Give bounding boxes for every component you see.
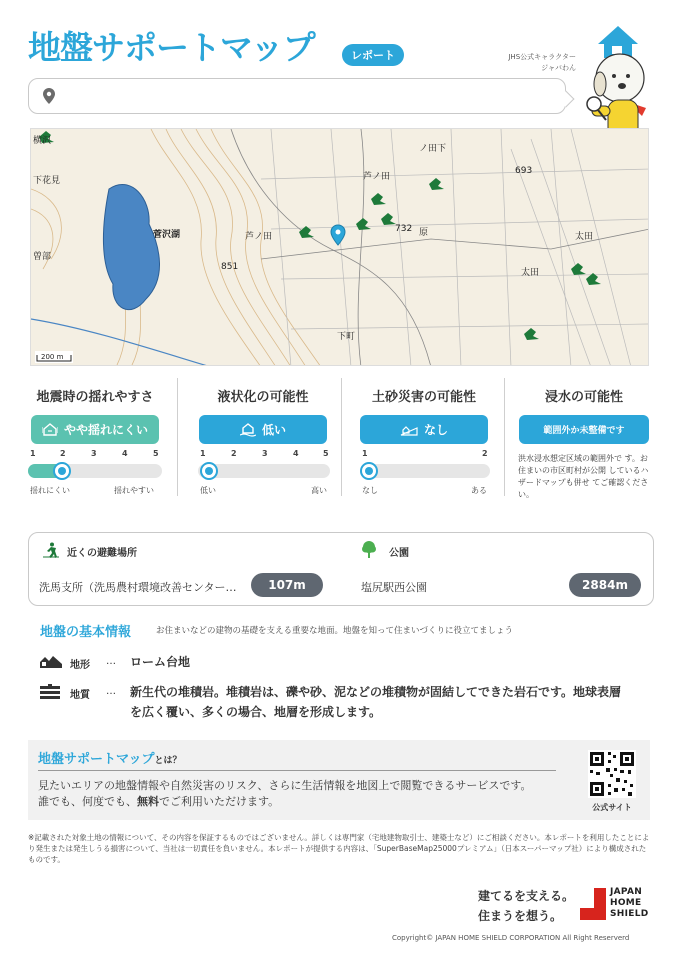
map-label-a4: 太田 — [575, 232, 594, 242]
about-box — [28, 740, 650, 820]
map-label-a1: 芦ノ田 — [363, 172, 391, 182]
flood-title: 浸水の可能性 — [544, 390, 623, 405]
report-badge: レポート — [342, 44, 404, 66]
quake-tick-5: 5 — [153, 449, 159, 458]
terrain-dots: … — [106, 656, 116, 667]
liquefaction-result-badge — [199, 415, 327, 444]
liquefaction-result: 低い — [261, 423, 286, 437]
ground-info-title: 地盤の基本情報 — [40, 625, 132, 640]
landslide-metric — [358, 378, 490, 500]
about-text-2c: でご利用いただけます。 — [159, 795, 280, 808]
shelter-name[interactable]: 洗馬支所（洗馬農村環境改善センター… — [39, 581, 237, 594]
landslide-title: 土砂災害の可能性 — [371, 390, 476, 405]
shelter-distance: 107m — [251, 573, 323, 597]
metric-divider-2 — [341, 378, 342, 496]
map-label-a10: ノ田下 — [419, 144, 447, 154]
topographic-map — [31, 129, 649, 366]
slogan-line1: 建てるを支える。 — [478, 889, 575, 903]
landslide-result-badge — [360, 415, 488, 444]
flood-result: 範囲外か未整備です — [543, 426, 625, 436]
quake-tick-1: 1 — [30, 449, 36, 458]
liquefaction-title: 液状化の可能性 — [217, 390, 309, 405]
map-label-a3: 原 — [419, 228, 429, 238]
map-label-elev1: 851 — [221, 262, 239, 272]
ground-info-desc: お住まいなどの建物の基礎を支える重要な地面。地盤を知って住まいづくりに役立てましょう — [156, 626, 514, 636]
map-label-a8: 下花見 — [33, 176, 61, 186]
liquefaction-high-label: 高い — [311, 486, 327, 495]
flood-note: 洪水浸水想定区域の範囲外で す。お住まいの市区町村が公開 しているハザードマップも併せ てご確認ください。 — [518, 454, 649, 499]
house-shake-icon — [42, 423, 58, 436]
park-tree-icon — [361, 541, 377, 558]
about-title-suffix: とは？ — [154, 756, 182, 766]
logo-line3: SHIELD — [610, 909, 649, 919]
about-text-2a: 誰でも、何度でも、 — [38, 795, 137, 808]
mascot-caption-line1: JHS公式キャラクター — [508, 53, 576, 61]
park-name[interactable]: 塩尻駅西公園 — [361, 581, 427, 594]
liquefaction-tick-1: 1 — [200, 449, 206, 458]
logo-line1: JAPAN — [610, 887, 643, 897]
landslide-low-label: なし — [362, 486, 378, 495]
liquefaction-tick-4: 4 — [293, 449, 299, 458]
quake-tick-3: 3 — [91, 449, 97, 458]
about-underline — [38, 770, 556, 771]
about-title: 地盤サポートマップ — [38, 752, 155, 767]
house-slope-icon — [400, 424, 418, 436]
nearby-facilities-box — [28, 532, 654, 606]
jhs-logo-mark — [580, 888, 606, 920]
liquefaction-level-knob — [200, 462, 218, 480]
about-text-2b: 無料 — [137, 795, 159, 808]
address-search-field[interactable] — [28, 78, 566, 114]
terrain-icon — [40, 654, 62, 668]
landslide-result: なし — [423, 423, 448, 437]
quake-tick-4: 4 — [122, 449, 128, 458]
quake-tick-2: 2 — [60, 449, 66, 458]
qr-label: 公式サイト — [592, 803, 632, 812]
map-label-a6: 下町 — [337, 332, 356, 342]
mascot-caption-line2: ジャバわん — [541, 64, 576, 72]
map-label-a5: 太田 — [521, 268, 540, 278]
slogan-line2: 住まうを想う。 — [478, 909, 563, 923]
quake-level-knob — [53, 462, 71, 480]
qr-code[interactable] — [588, 750, 636, 798]
map-label-lake: 菅沢湖 — [153, 230, 181, 240]
geology-dots: … — [106, 686, 116, 697]
map-label-a9: 横沢 — [33, 136, 52, 146]
quake-result-badge — [31, 415, 159, 444]
liquefaction-metric — [196, 378, 330, 500]
liquefaction-low-label: 低い — [200, 486, 216, 495]
quake-low-label: 揺れにくい — [30, 486, 70, 495]
liquefaction-tick-2: 2 — [231, 449, 237, 458]
map-label-elev3: 693 — [515, 166, 533, 176]
flood-metric — [516, 378, 652, 500]
quake-high-label: 揺れやすい — [114, 486, 154, 495]
landslide-track — [360, 464, 490, 478]
copyright: Copyright© JAPAN HOME SHIELD CORPORATION All Right Reserverd — [392, 934, 630, 942]
disclaimer: ※記載された対象土地の情報について、その内容を保証するものではございません。詳しくは専門家（宅地建物取引士、建築士など）にご相談ください。本レポートを利用したことにより発生または発生しうる損害について、当社は一切責任を負いません。本レポートが提供する内容は、「SuperBaseMap25000プレミアム」（日本スーパーマップ社）により構成されたものです。 — [28, 833, 650, 864]
strata-icon — [40, 684, 60, 700]
landslide-level-knob — [360, 462, 378, 480]
location-pin-icon — [43, 88, 55, 104]
about-text-1: 見たいエリアの地盤情報や自然災害のリスク、さらに生活情報を地図上で閲覧できるサービスです。 — [38, 779, 532, 792]
landslide-high-label: ある — [471, 486, 487, 495]
landslide-tick-1: 1 — [362, 449, 368, 458]
jhs-logo-text — [610, 887, 649, 920]
slogan — [478, 886, 574, 926]
about-heading — [38, 748, 182, 767]
about-text-2 — [38, 794, 279, 810]
page-title: 地盤サポートマップ — [28, 28, 315, 67]
building-sink-icon — [240, 423, 256, 437]
map-label-elev2: 732 — [395, 224, 413, 234]
flood-result-badge — [519, 415, 649, 444]
logo-line2: HOME — [610, 898, 642, 908]
geology-value: 新生代の堆積岩。堆積岩は、礫や砂、泥などの堆積物が固結してできた岩石です。地球表層を広く覆い、多くの場合、地層を形成します。 — [130, 685, 622, 719]
quake-title: 地震時の揺れやすさ — [36, 390, 154, 405]
park-title: 公園 — [389, 548, 409, 559]
mascot-caption — [490, 52, 576, 74]
map-label-a2: 芦ノ田 — [245, 232, 273, 242]
park-distance: 2884m — [569, 573, 641, 597]
terrain-label: 地形 — [70, 660, 90, 671]
liquefaction-tick-5: 5 — [323, 449, 329, 458]
liquefaction-tick-3: 3 — [262, 449, 268, 458]
geology-label: 地質 — [70, 690, 90, 701]
metric-divider-1 — [177, 378, 178, 496]
evacuation-icon — [43, 542, 59, 558]
landslide-tick-2: 2 — [482, 449, 488, 458]
map-label-a7: 曽部 — [33, 252, 52, 262]
quake-result: やや揺れにくい — [63, 423, 148, 437]
shelter-title: 近くの避難場所 — [67, 548, 137, 559]
map-scale-label: 200 m — [41, 353, 64, 361]
quake-metric — [28, 378, 162, 500]
terrain-value: ローム台地 — [130, 655, 191, 669]
map-view[interactable] — [30, 128, 649, 366]
metric-divider-3 — [504, 378, 505, 496]
